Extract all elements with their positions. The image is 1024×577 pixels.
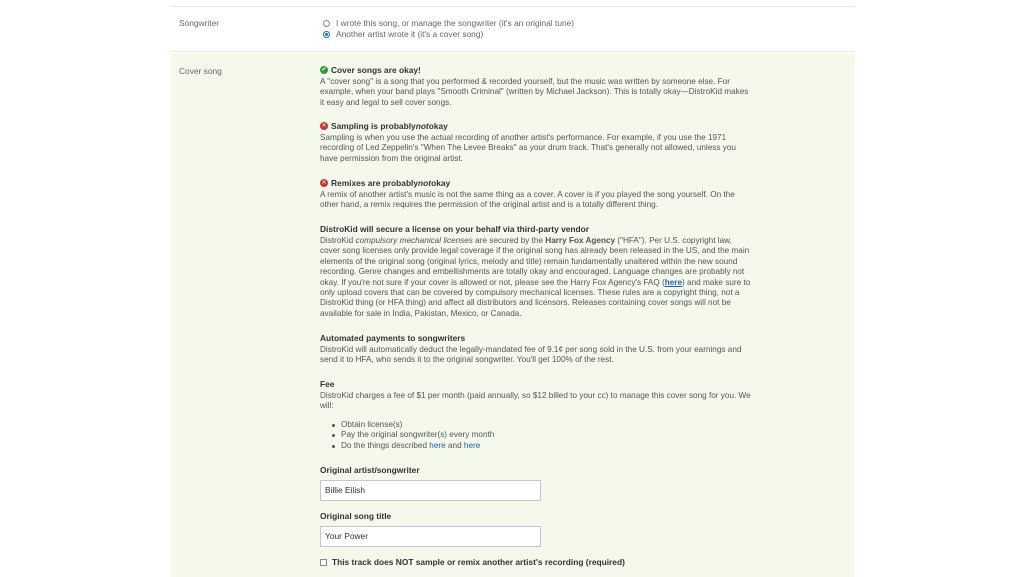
t: and	[445, 440, 464, 450]
title-field-label: Original song title	[320, 511, 392, 521]
fee-list	[332, 420, 752, 451]
t-em: compulsory mechanical licenses	[355, 235, 473, 245]
t: Do the things described	[341, 440, 430, 450]
heading-text-a: Sampling is probably	[331, 121, 416, 131]
cover-song-row	[171, 53, 855, 577]
release-form	[171, 0, 855, 577]
fee-heading: Fee	[320, 379, 335, 389]
remix-section	[320, 178, 752, 211]
songwriter-row	[171, 7, 855, 52]
cover-ok-heading	[320, 65, 752, 76]
heading-emphasis: not	[418, 178, 432, 188]
fee-section	[320, 379, 752, 451]
sampling-text: Sampling is when you use the actual recording of another artist's performance. For example, if you use the 1971 recording of Led Zeppelin's "When The Levee Breaks" as your drum track. That's generally not allowed, unless you have permission from the original artist.	[320, 132, 736, 163]
x-circle-icon: ✕	[321, 123, 327, 130]
heading-text: Cover songs are okay!	[331, 65, 421, 75]
list-item	[332, 441, 752, 451]
here-link-1[interactable]: here	[429, 440, 446, 450]
t: are secured by the	[472, 235, 546, 245]
payments-section	[320, 333, 752, 366]
x-circle-icon: ✕	[321, 180, 327, 187]
radio-button-selected[interactable]	[323, 31, 330, 38]
no-sample-checkbox-row[interactable]	[320, 557, 752, 568]
heading-text-a: Remixes are probably	[331, 178, 419, 188]
radio-cover[interactable]	[323, 29, 483, 40]
artist-field-group	[320, 465, 752, 501]
t-bold: Harry Fox Agency	[545, 235, 616, 245]
t: DistroKid	[320, 235, 356, 245]
fee-text: DistroKid charges a fee of $1 per month (paid annually, so $12 billed to your cc) to manage this cover song for you. We will:	[320, 390, 751, 411]
list-item: Pay the original songwriter(s) every month	[332, 430, 752, 440]
license-section	[320, 224, 752, 319]
payments-text: DistroKid will automatically deduct the legally-mandated fee of 9.1¢ per song sold in the U.S. from your earnings and send it to HFA, who sends it to the original songwriter. You'll get 100% of the rest.	[320, 344, 742, 365]
t: ) and make sure to only upload covers that can be covered by compulsory mechanical licenses. These rules are a copyright thing, not a DistroKid thing (or HFA thing) and affect all distributors and licensors. Releases containing cover songs will not be available for sale in India, Pakistan, Mexico, or Canada.	[320, 277, 751, 318]
radio-label: I wrote this song, or manage the songwriter (it's an original tune)	[336, 18, 575, 28]
sampling-section	[320, 121, 752, 164]
radio-button[interactable]	[323, 20, 330, 27]
check-circle-icon: ✔	[321, 67, 327, 74]
license-heading: DistroKid will secure a license on your behalf via third-party vendor	[320, 224, 589, 234]
t: ("HFA"). Per U.S. copyright law, cover song licenses only provide legal coverage if the original song has already been released in the US, and the main elements of the original song (original lyrics, melody and title) remain fundamentally unaltered within the new sound recording. Genre changes and embellishments are totally okay and encouraged. Language changes are probably not okay. If you're not sure if your cover is allowed or not, please see the Harry Fox Agency's FAQ (	[320, 235, 750, 287]
radio-original[interactable]	[323, 18, 574, 29]
songwriter-label: Songwriter	[179, 18, 220, 28]
list-item: Obtain license(s)	[332, 420, 752, 430]
sampling-heading	[320, 121, 752, 132]
checkbox[interactable]	[320, 559, 327, 566]
heading-text-b: okay	[428, 121, 448, 131]
cover-ok-section	[320, 65, 752, 108]
license-text	[320, 236, 752, 319]
cover-ok-text: A "cover song" is a song that you performed & recorded yourself, but the music was written by someone else. For example, when your band plays "Smooth Criminal" (written by Michael Jackson). This is totally okay—DistroKid makes it easy and legal to sell cover songs.	[320, 76, 749, 107]
artist-field-label: Original artist/songwriter	[320, 465, 420, 475]
remix-text: A remix of another artist's music is not the same thing as a cover. A cover is if you played the song yourself. On the other hand, a remix requires the permission of the original artist and is a totally different thing.	[320, 189, 735, 210]
title-field-group	[320, 511, 752, 547]
payments-heading: Automated payments to songwriters	[320, 333, 466, 343]
remix-heading	[320, 178, 752, 189]
hfa-faq-link[interactable]: here	[664, 277, 683, 287]
radio-label: Another artist wrote it (it's a cover song)	[336, 29, 484, 39]
original-title-input[interactable]	[320, 526, 541, 547]
here-link-2[interactable]: here	[463, 440, 481, 450]
no-sample-checkbox[interactable]	[320, 557, 752, 568]
checkbox-label: This track does NOT sample or remix another artist's recording (required)	[332, 557, 625, 567]
heading-text-b: okay	[431, 178, 451, 188]
heading-emphasis: not	[415, 121, 429, 131]
cover-song-label: Cover song	[179, 66, 222, 76]
original-artist-input[interactable]	[320, 480, 541, 501]
